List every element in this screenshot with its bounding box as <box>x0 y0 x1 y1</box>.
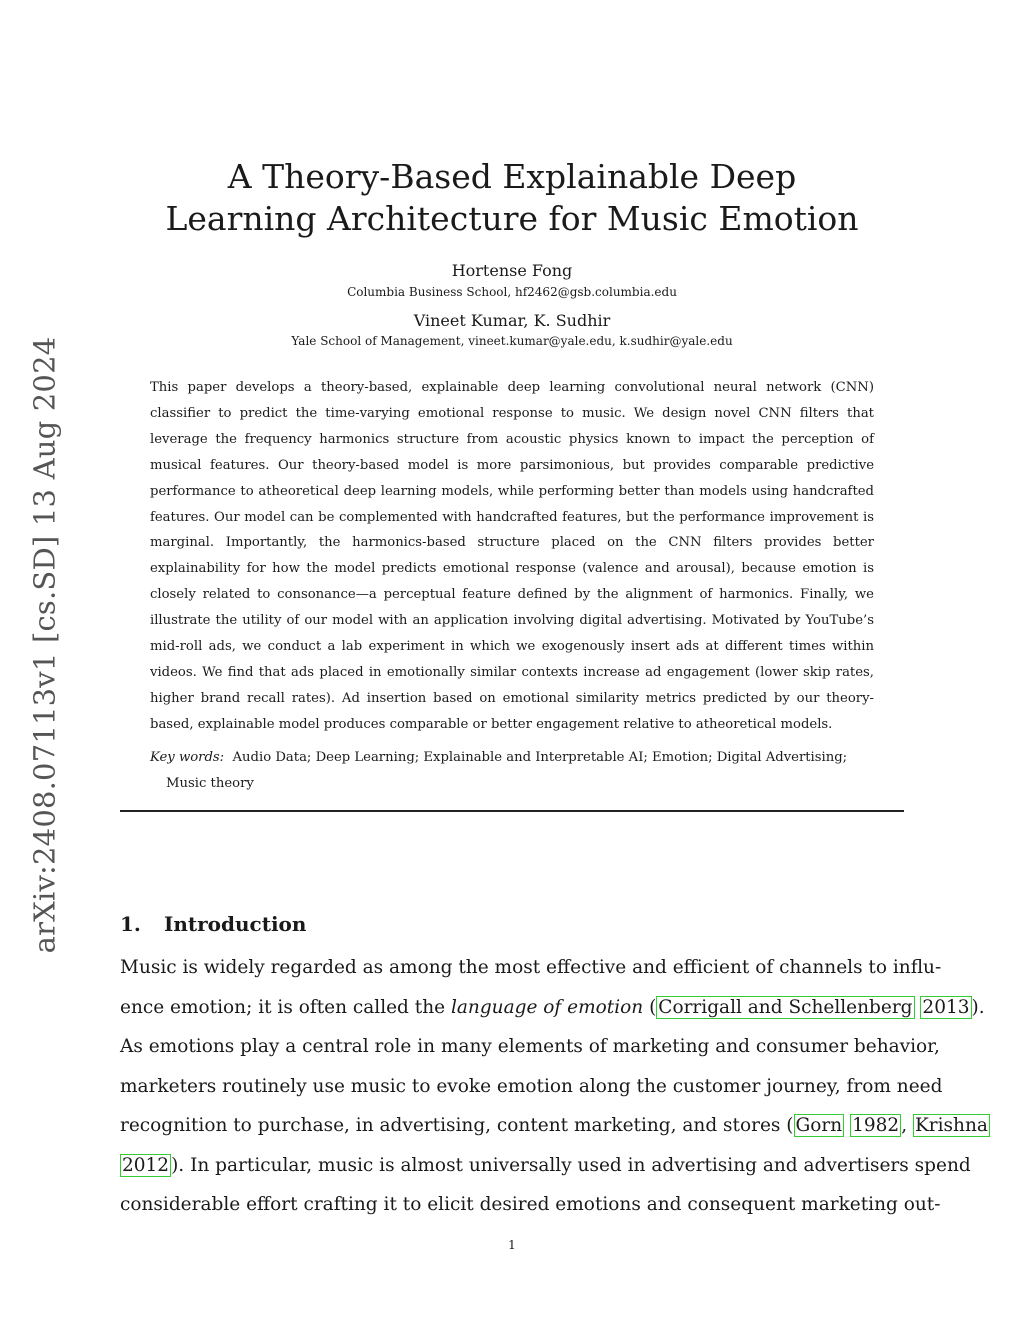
paper-title: A Theory-Based Explainable Deep Learning Architecture for Music Emotion <box>165 157 859 238</box>
keywords-label: Key words: <box>150 750 225 765</box>
introduction-paragraph <box>120 948 988 1225</box>
section-heading <box>120 912 306 936</box>
text-line: Music is widely regarded as among the most effective and efficient of channels to influ- <box>120 957 942 978</box>
text-line: 2012 ). In particular, music is almost universally used in advertising and advertisers spend <box>122 1154 971 1176</box>
keywords-text: Audio Data; Deep Learning; Explainable and Interpretable AI; Emotion; Digital Advertising; Music theory <box>166 750 848 791</box>
citation-link[interactable]: Gorn <box>795 1115 843 1136</box>
citation-link[interactable]: Krishna <box>914 1115 988 1136</box>
text-line: recognition to purchase, in advertising, content marketing, and stores ( Gorn 1982 , Krishna <box>120 1115 988 1136</box>
abstract: This paper develops a theory-based, explainable deep learning convolutional neural network (CNN) classifier to predict the time-varying emotional response to music. We design novel CNN filters that leverage the frequency harmonics structure from acoustic physics known to impact the perception of musical features. Our theory-based model is more parsimonious, but provides comparable predictive performance to atheoretical deep learning models, while performing better than models using handcrafted features. Our model can be complemented with handcrafted features, but the performance improvement is marginal. Importantly, the harmonics-based structure placed on the CNN filters provides better explainability for how the model predicts emotional response (valence and arousal), because emotion is closely related to consonance—a perceptual feature defined by the alignment of harmonics. Finally, we illustrate the utility of our model with an application involving digital advertising. Motivated by YouTube’s mid-roll ads, we conduct a lab experiment in which we exogenously insert ads at different times within videos. We find that ads placed in emotionally similar contexts increase ad engagement (lower skip rates, higher brand recall rates). Ad insertion based on emotional similarity metrics predicted by our theory-based, explainable model produces comparable or better engagement relative to atheoretical models. <box>150 380 874 732</box>
arxiv-identifier-text: arXiv:2408.07113v1 [cs.SD] 13 Aug 2024 <box>27 336 62 954</box>
author-affiliation: Columbia Business School, hf2462@gsb.columbia.edu <box>347 285 677 299</box>
section-number: 1. <box>120 912 141 936</box>
citation-link[interactable]: 2013 <box>922 996 970 1018</box>
citation-link[interactable]: 2012 <box>122 1154 170 1176</box>
author-name: Hortense Fong <box>451 261 573 280</box>
citation-link[interactable]: 1982 <box>852 1115 900 1136</box>
author-affiliation: Yale School of Management, vineet.kumar@yale.edu, k.sudhir@yale.edu <box>291 334 733 348</box>
page-number: 1 <box>508 1238 516 1252</box>
citation-link[interactable]: Corrigall and Schellenberg <box>658 996 913 1018</box>
arxiv-identifier-sidebar <box>24 336 64 954</box>
text-line: considerable effort crafting it to elicit desired emotions and consequent marketing out- <box>120 1194 941 1215</box>
text-line: As emotions play a central role in many elements of marketing and consumer behavior, <box>120 1036 940 1057</box>
author-name: Vineet Kumar, K. Sudhir <box>413 311 611 330</box>
section-title: Introduction <box>164 912 307 936</box>
text-line: ence emotion; it is often called the language of emotion ( Corrigall and Schellenberg 2013 ). <box>120 996 985 1018</box>
emphasized-phrase: language of emotion <box>450 996 644 1018</box>
keywords <box>150 745 890 797</box>
horizontal-rule <box>120 810 904 812</box>
text-line: marketers routinely use music to evoke emotion along the customer journey, from need <box>120 1075 943 1097</box>
